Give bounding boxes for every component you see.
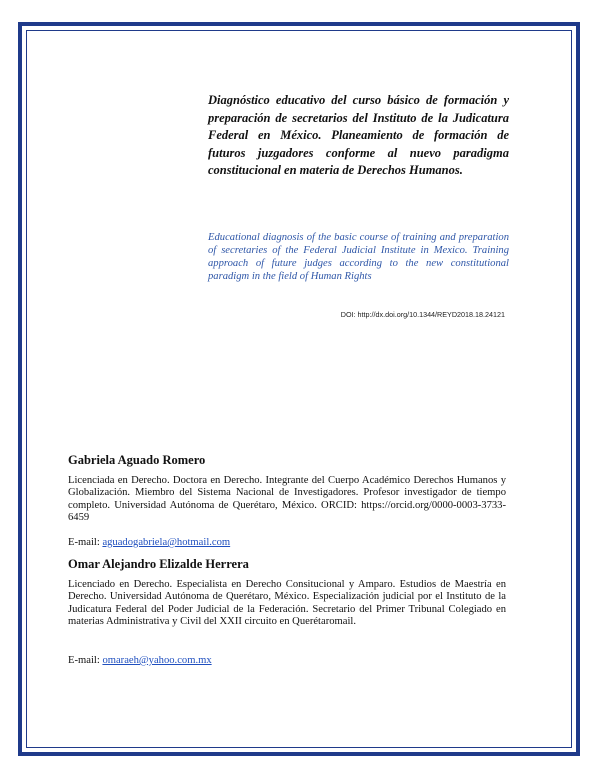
email-label: E-mail: (68, 655, 100, 666)
author-name: Gabriela Aguado Romero (68, 453, 206, 467)
doi-line[interactable]: DOI: http://dx.doi.org/10.1344/REYD2018.18.24121 (340, 310, 505, 319)
author-name: Omar Alejandro Elizalde Herrera (68, 557, 249, 571)
article-title-spanish: Diagnóstico educativo del curso básico de formación y preparación de secretarios del Instituto de la Judicatura Federal en México. Planeamiento de formación de futuros juzgadores conforme al nuevo paradigma constitucional en materia de Derechos Humanos. (208, 93, 509, 178)
author-bio: Licenciada en Derecho. Doctora en Derecho. Integrante del Cuerpo Académico Derechos Humanos y Globalización. Miembro del Sistema Nacional de Investigadores. Profesor investigador de tiempo completo. Universidad Autónoma de Querétaro, México. ORCID: https://orcid.org/0000-0003-3733-6459 (68, 475, 506, 524)
email-link[interactable]: omaraeh@yahoo.com.mx (102, 655, 212, 666)
author-bio: Licenciado en Derecho. Especialista en Derecho Consitucional y Amparo. Estudios de Maestría en Derecho. Universidad Autónoma de Querétaro, México. Especialización judicial por el Instituto de la Judicatura Federal del Poder Judicial de la Federación. Secretario del Primer Tribunal Colegiado en materias Administrativa y Civil del XXII circuito en Querétaromail. (68, 579, 506, 628)
email-label: E-mail: (68, 537, 100, 548)
article-title-english: Educational diagnosis of the basic course of training and preparation of secretaries of the Federal Judicial Institute in Mexico. Training approach of future judges according to the new constitutional paradigm in the field of Human Rights (208, 232, 509, 282)
email-link[interactable]: aguadogabriela@hotmail.com (102, 537, 231, 548)
author-email-line (68, 655, 212, 666)
author-email-line (68, 537, 230, 548)
